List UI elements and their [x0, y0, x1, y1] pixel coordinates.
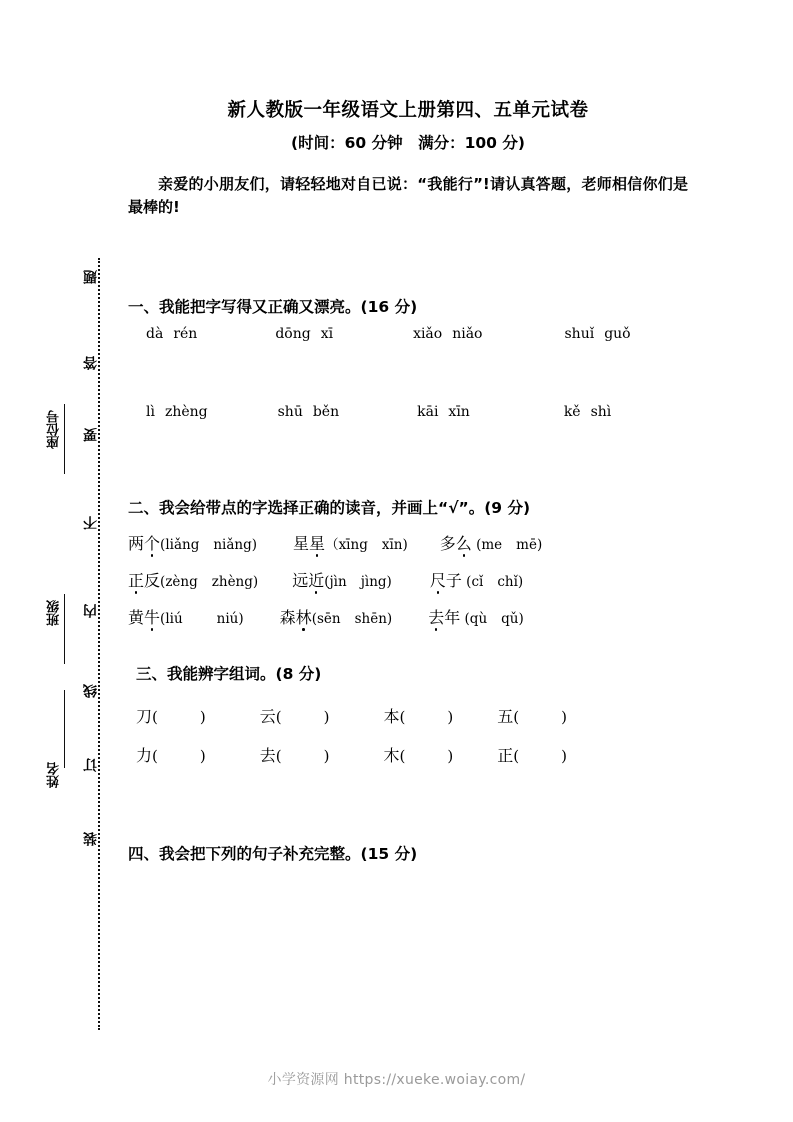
word-building-item[interactable] [260, 704, 330, 727]
word-building-row-2 [128, 743, 688, 766]
reading-item[interactable] [128, 568, 258, 591]
reading-option[interactable]: qù [469, 610, 488, 627]
section-four-heading [128, 844, 688, 864]
word-building-item[interactable] [497, 704, 567, 727]
pinyin-row-2 [128, 404, 688, 420]
section-one [128, 297, 688, 420]
binding-notice-char-4: 内 [83, 604, 99, 618]
field-label-seat-number: 座位号 [47, 410, 62, 449]
reading-item[interactable] [280, 605, 393, 628]
reading-option[interactable]: shēn [354, 610, 387, 627]
pinyin-syllable: niǎo [452, 326, 483, 343]
reading-word: 去年 [428, 608, 460, 627]
reading-option[interactable]: me [481, 536, 503, 553]
word-building-char: 力 [136, 745, 153, 765]
binding-notice-char-7: 答 [83, 356, 99, 370]
reading-options[interactable]: (me mē) [476, 536, 543, 553]
dotted-char: 正 [128, 568, 144, 591]
binding-notice-char-8: 题 [83, 270, 99, 284]
word-building-char: 云 [259, 706, 276, 726]
reading-options[interactable]: (sēn shēn) [311, 610, 393, 627]
field-line-seat-number[interactable] [64, 404, 65, 474]
word-building-char: 去 [259, 745, 276, 765]
pinyin-syllable: dōng [275, 326, 311, 343]
reading-option[interactable]: xīn [381, 536, 403, 553]
reading-option[interactable]: niú [216, 610, 239, 627]
reading-option[interactable]: chǐ [497, 573, 518, 590]
reading-word: 多么 [440, 534, 472, 553]
reading-word: 远近 [292, 571, 324, 590]
answer-blank[interactable]: ( ) [399, 746, 454, 765]
dotted-char: 么 [456, 531, 472, 554]
word-building-char: 五 [497, 706, 514, 726]
word-building-item[interactable] [260, 743, 330, 766]
reading-row-3 [128, 605, 688, 628]
word-building-char: 正 [497, 745, 514, 765]
binding-margin [0, 0, 120, 1122]
section-three-points: (8 分) [275, 664, 322, 683]
reading-row-2 [128, 568, 688, 591]
reading-item[interactable] [128, 531, 257, 554]
reading-item[interactable] [292, 568, 392, 591]
section-four [128, 844, 688, 864]
section-two-heading [128, 498, 688, 518]
pinyin-syllable: kāi [417, 404, 439, 421]
pinyin-syllable: xī [320, 326, 334, 343]
word-building-item[interactable] [136, 704, 206, 727]
reading-options[interactable]: (liú niú) [160, 610, 244, 627]
pinyin-syllable: xiǎo [413, 326, 443, 343]
section-four-title: 四、我会把下列的句子补充完整。 [128, 844, 361, 863]
dotted-char: 星 [309, 531, 325, 554]
field-line-name[interactable] [64, 690, 65, 768]
pinyin-row-1 [128, 326, 688, 342]
binding-notice-char-5: 不 [83, 516, 99, 530]
field-label-class: 班级 [47, 600, 62, 626]
section-one-title: 一、我能把字写得又正确又漂亮。 [128, 298, 361, 317]
section-four-points: (15 分) [360, 844, 418, 863]
dotted-char: 林 [296, 605, 312, 628]
pinyin-cell [146, 404, 208, 420]
answer-blank[interactable]: ( ) [513, 746, 567, 765]
intro-paragraph: 亲爱的小朋友们，请轻轻地对自已说：“我能行”!请认真答题，老师相信你们是最棒的! [128, 174, 688, 217]
reading-option[interactable]: cǐ [471, 573, 484, 590]
pinyin-cell [413, 326, 482, 342]
answer-blank[interactable]: ( ) [275, 746, 330, 765]
paper-content [128, 0, 688, 864]
reading-option[interactable]: jìn [329, 573, 347, 590]
answer-blank[interactable]: ( ) [399, 707, 454, 726]
pinyin-syllable: dà [146, 326, 164, 343]
binding-dotted-line [98, 258, 100, 1030]
word-building-item[interactable] [497, 743, 567, 766]
reading-option[interactable]: zèng [165, 573, 198, 590]
pinyin-cell [278, 404, 339, 420]
reading-options[interactable]: （xīng xīn) [325, 536, 408, 553]
reading-option[interactable]: sēn [316, 610, 341, 627]
pinyin-cell [146, 326, 197, 342]
pinyin-syllable: xīn [448, 404, 470, 421]
binding-notice-char-2: 订 [83, 758, 99, 772]
answer-blank[interactable]: ( ) [275, 707, 330, 726]
section-two [128, 498, 688, 627]
reading-option[interactable]: xīng [338, 536, 368, 553]
word-building-char: 刀 [136, 706, 153, 726]
field-line-class[interactable] [64, 594, 65, 664]
page-subtitle: (时间：60 分钟 满分：100 分) [291, 134, 525, 153]
pinyin-syllable: lì [146, 404, 155, 421]
reading-options[interactable]: (liǎng niǎng) [160, 536, 258, 553]
dotted-char: 尺 [430, 568, 446, 591]
reading-item[interactable] [293, 531, 408, 554]
section-three-title: 三、我能辨字组词。 [136, 664, 276, 683]
pinyin-syllable: shū [277, 404, 303, 421]
reading-option[interactable]: jìng [360, 573, 387, 590]
section-one-points: (16 分) [360, 298, 418, 317]
reading-option[interactable]: zhèng [211, 573, 253, 590]
word-building-row-1 [128, 704, 688, 727]
answer-blank[interactable]: ( ) [152, 707, 206, 726]
reading-option[interactable]: qǔ [501, 610, 519, 627]
field-label-name: 姓名 [47, 762, 62, 788]
pinyin-cell [275, 326, 333, 342]
section-two-title: 二、我会给带点的字选择正确的读音，并画上“√”。 [128, 499, 485, 518]
pinyin-syllable: shuǐ [564, 326, 595, 343]
reading-word: 尺子 [430, 571, 462, 590]
reading-option[interactable]: liú [165, 610, 183, 627]
reading-item[interactable] [128, 605, 244, 628]
binding-notice-char-1: 装 [83, 832, 99, 846]
reading-option[interactable]: liǎng [165, 536, 200, 553]
reading-option[interactable]: niǎng [213, 536, 252, 553]
pinyin-syllable: běn [312, 404, 340, 421]
reading-word: 星星 [293, 534, 325, 553]
reading-options[interactable]: (qù qǔ) [464, 610, 524, 627]
pinyin-syllable: guǒ [604, 326, 631, 343]
section-one-heading [128, 297, 688, 317]
reading-item[interactable] [440, 531, 542, 554]
answer-blank[interactable]: ( ) [513, 707, 567, 726]
section-three-heading [128, 664, 688, 684]
pinyin-syllable: rén [173, 326, 198, 343]
binding-notice-char-3: 线 [83, 684, 99, 698]
section-three [128, 664, 688, 766]
dotted-char: 去 [428, 605, 444, 628]
reading-options[interactable]: (zèng zhèng) [160, 573, 259, 590]
answer-blank[interactable]: ( ) [152, 746, 206, 765]
reading-item[interactable] [430, 568, 523, 591]
reading-item[interactable] [428, 605, 524, 628]
pinyin-cell [564, 404, 611, 420]
pinyin-cell [417, 404, 470, 420]
reading-word: 森林 [280, 608, 312, 627]
section-two-points: (9 分) [484, 499, 531, 518]
reading-word: 黄牛 [128, 608, 160, 627]
reading-options[interactable]: (cǐ chǐ) [466, 573, 524, 590]
dotted-char: 近 [308, 568, 324, 591]
reading-word: 两个 [128, 534, 160, 553]
reading-option[interactable]: mē [516, 536, 537, 553]
pinyin-syllable: kě [563, 404, 581, 421]
page-title: 新人教版一年级语文上册第四、五单元试卷 [227, 100, 589, 121]
word-building-item[interactable] [136, 743, 206, 766]
watermark: 小学资源网 https://xueke.woiay.com/ [267, 1072, 526, 1088]
word-building-item[interactable] [383, 743, 453, 766]
dotted-char: 个 [144, 531, 160, 554]
pinyin-cell [565, 326, 631, 342]
reading-row-1 [128, 531, 688, 554]
pinyin-syllable: zhèng [164, 404, 208, 421]
word-building-char: 木 [383, 745, 400, 765]
dotted-char: 牛 [144, 605, 160, 628]
pinyin-syllable: shì [590, 404, 612, 421]
reading-options[interactable]: (jìn jìng) [324, 573, 392, 590]
binding-notice-char-6: 要 [83, 428, 99, 442]
word-building-char: 本 [383, 706, 400, 726]
reading-word: 正反 [128, 571, 160, 590]
word-building-item[interactable] [383, 704, 453, 727]
